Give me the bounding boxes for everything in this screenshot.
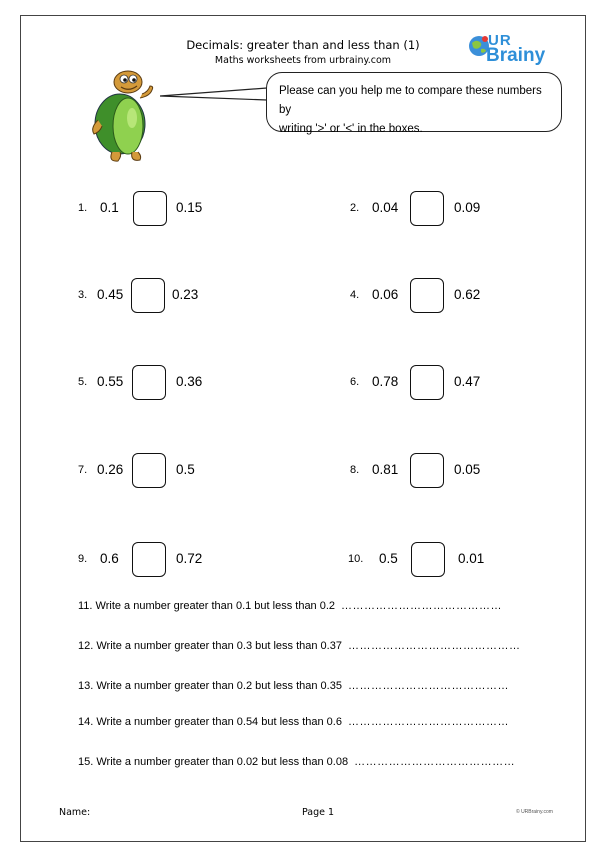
- worksheet-subtitle: Maths worksheets from urbrainy.com: [214, 55, 392, 66]
- answer-line[interactable]: ……………………………………: [347, 680, 509, 692]
- answer-box[interactable]: [131, 278, 165, 313]
- question-number: 10.: [348, 553, 364, 565]
- second-number: 0.47: [454, 374, 481, 389]
- first-number: 0.81: [372, 462, 399, 477]
- second-number: 0.62: [454, 287, 481, 302]
- second-number: 0.05: [454, 462, 481, 477]
- bubble-line-2: writing '>' or '<' in the boxes.: [279, 123, 423, 135]
- answer-line[interactable]: ……………………………………: [347, 716, 509, 728]
- first-number: 0.06: [372, 287, 399, 302]
- question-number: 6.: [350, 376, 360, 388]
- answer-line[interactable]: ……………………………………: [341, 600, 503, 612]
- page-number: Page 1: [302, 807, 335, 818]
- question-number: 2.: [350, 202, 360, 214]
- question-text: 14. Write a number greater than 0.54 but less than 0.6: [78, 716, 342, 728]
- write-question: [78, 716, 509, 728]
- write-question: [78, 640, 520, 652]
- first-number: 0.1: [100, 200, 119, 215]
- logo-brainy-text: Brainy: [486, 45, 546, 66]
- question-text: 15. Write a number greater than 0.02 but less than 0.08: [78, 756, 349, 768]
- question-number: 9.: [78, 553, 88, 565]
- second-number: 0.09: [454, 200, 481, 215]
- question-number: 5.: [78, 376, 88, 388]
- write-question: [78, 600, 502, 612]
- answer-line[interactable]: ……………………………………: [354, 756, 516, 768]
- first-number: 0.04: [372, 200, 399, 215]
- answer-box[interactable]: [132, 453, 166, 488]
- turtle-mascot-icon: [88, 68, 164, 164]
- bubble-line-1: Please can you help me to compare these numbers by: [279, 85, 542, 116]
- question-text: 13. Write a number greater than 0.2 but less than 0.35: [78, 680, 342, 692]
- write-question: [78, 756, 515, 768]
- first-number: 0.45: [97, 287, 124, 302]
- answer-line[interactable]: ………………………………………: [347, 640, 521, 652]
- question-number: 1.: [78, 202, 88, 214]
- second-number: 0.01: [458, 551, 485, 566]
- logo-ur-text: UR: [488, 32, 512, 49]
- first-number: 0.78: [372, 374, 399, 389]
- first-number: 0.55: [97, 374, 124, 389]
- answer-box[interactable]: [133, 191, 167, 226]
- second-number: 0.23: [172, 287, 199, 302]
- answer-box[interactable]: [410, 453, 444, 488]
- copyright-notice: © URBrainy.com: [516, 809, 553, 815]
- speech-bubble-tail: [160, 86, 270, 108]
- answer-box[interactable]: [410, 191, 444, 226]
- first-number: 0.6: [100, 551, 119, 566]
- question-number: 3.: [78, 289, 88, 301]
- second-number: 0.15: [176, 200, 203, 215]
- second-number: 0.36: [176, 374, 203, 389]
- second-number: 0.5: [176, 462, 195, 477]
- answer-box[interactable]: [132, 542, 166, 577]
- answer-box[interactable]: [410, 365, 444, 400]
- question-number: 4.: [350, 289, 360, 301]
- worksheet-title: Decimals: greater than and less than (1): [186, 38, 420, 52]
- question-text: 11. Write a number greater than 0.1 but less than 0.2: [78, 600, 336, 612]
- question-number: 8.: [350, 464, 360, 476]
- name-label: Name:: [59, 807, 91, 818]
- second-number: 0.72: [176, 551, 203, 566]
- question-number: 7.: [78, 464, 88, 476]
- write-question: [78, 680, 509, 692]
- first-number: 0.26: [97, 462, 124, 477]
- first-number: 0.5: [379, 551, 398, 566]
- question-text: 12. Write a number greater than 0.3 but less than 0.37: [78, 640, 342, 652]
- answer-box[interactable]: [411, 542, 445, 577]
- urbrainy-logo: [468, 30, 564, 72]
- speech-bubble: [266, 72, 562, 135]
- answer-box[interactable]: [132, 365, 166, 400]
- answer-box[interactable]: [410, 278, 444, 313]
